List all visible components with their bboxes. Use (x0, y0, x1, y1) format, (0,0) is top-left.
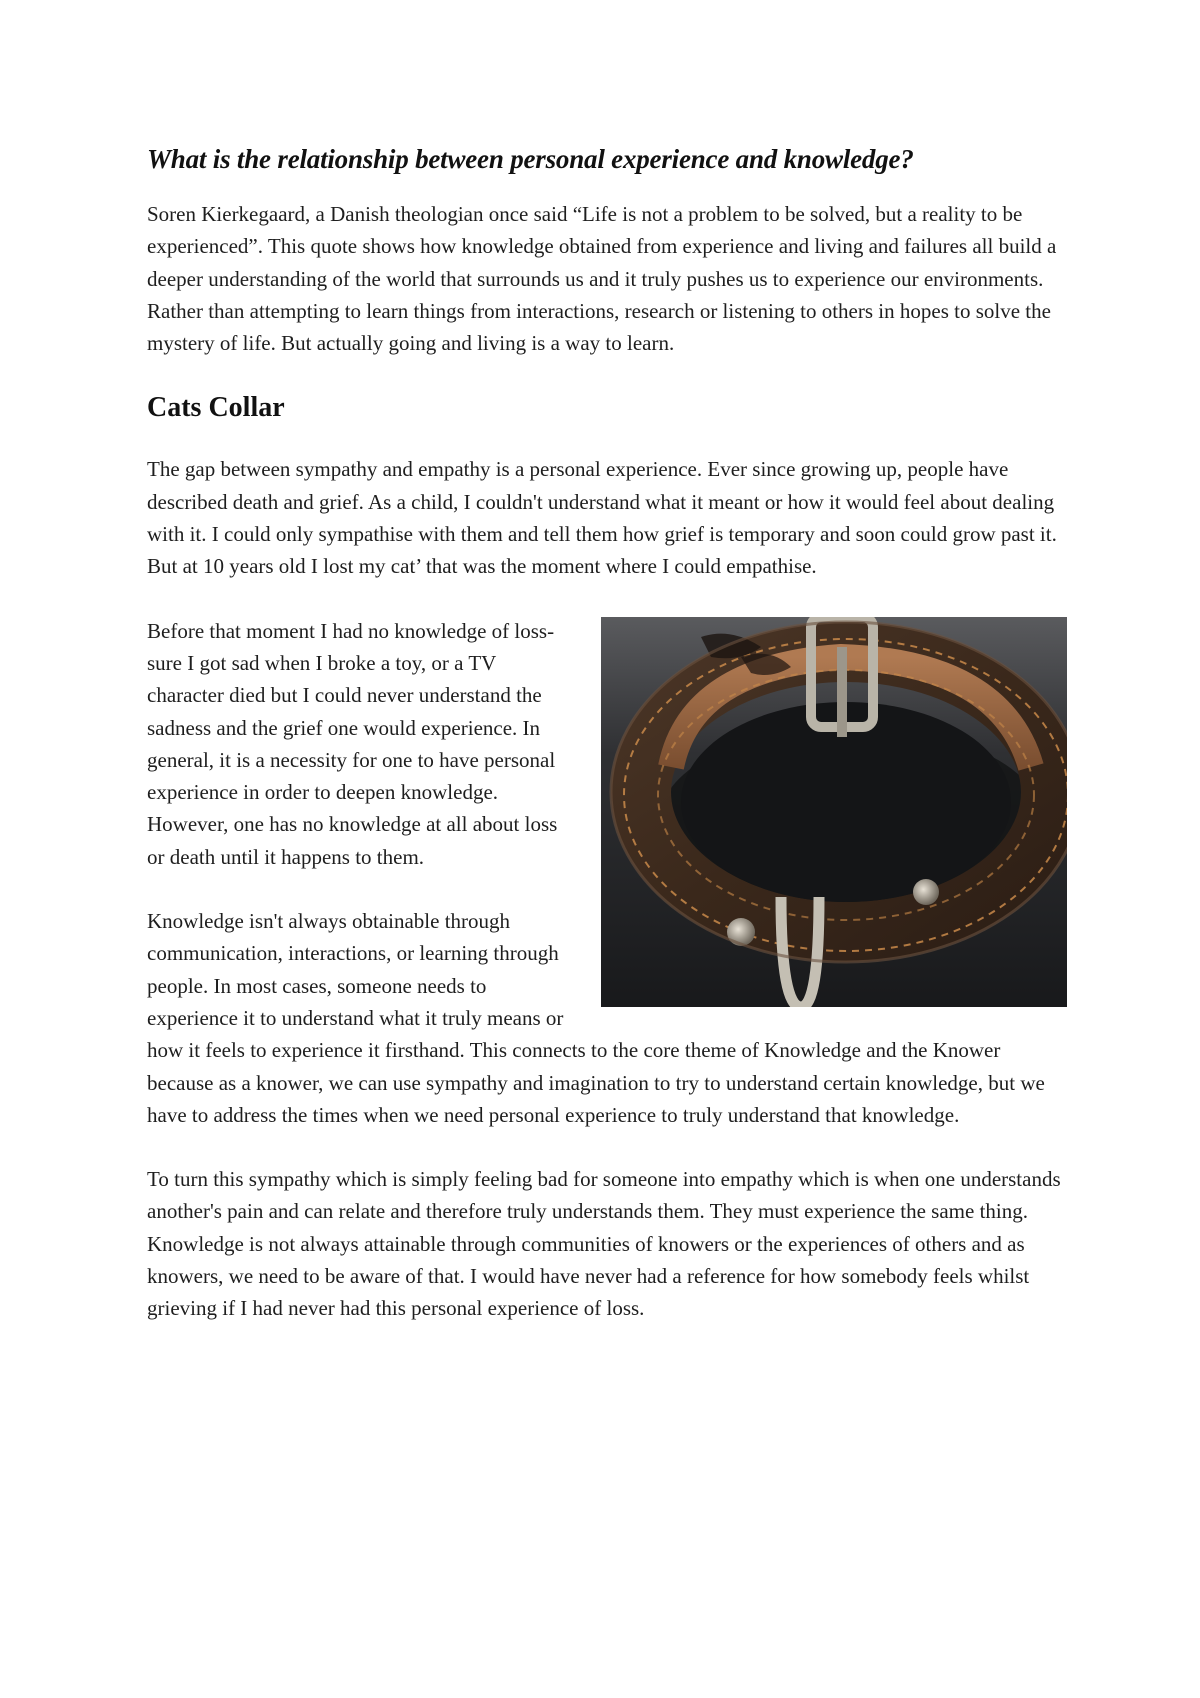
intro-paragraph: Soren Kierkegaard, a Danish theologian once said “Life is not a problem to be solved, but a reality to be experienced”. This quote shows how knowledge obtained from experience and living and failures all build a deeper understanding of the world that surrounds us and it truly pushes us to experience our environments. Rather than attempting to learn things from interactions, research or listening to others in hopes to solve the mystery of life. But actually going and living is a way to learn. (147, 202, 1057, 356)
document-content (147, 142, 1067, 1325)
cat-collar-photo (601, 617, 1067, 1007)
page-title: What is the relationship between personal experience and knowledge? (147, 144, 914, 174)
body-paragraph-4: To turn this sympathy which is simply feeling bad for someone into empathy which is when one understands another's pain and can relate and therefore truly understands them. They must experience the same thing. Knowledge is not always attainable through communities of knowers or the experiences of others and as knowers, we need to be aware of that. I would have never had a reference for how somebody feels whilst grieving if I had never had this personal experience of loss. (147, 1167, 1061, 1321)
body-paragraph-3: Knowledge isn't always obtainable through communication, interactions, or learning through people. In most cases, someone needs to experience it to understand what it truly means or how it feels to experience it firsthand. This connects to the core theme of Knowledge and the Knower because as a knower, we can use sympathy and imagination to try to understand certain knowledge, but we have to address the times when we need personal experience to truly understand that knowledge. (147, 909, 1045, 1127)
body-paragraph-2: Before that moment I had no knowledge of loss-sure I got sad when I broke a toy, or a TV character died but I could never understand the sadness and the grief one would experience. In general, it is a necessity for one to have personal experience in order to deepen knowledge. However, one has no knowledge at all about loss or death until it happens to them. (147, 618, 558, 869)
section-heading: Cats Collar (147, 392, 285, 424)
body-paragraph-1: The gap between sympathy and empathy is a personal experience. Ever since growing up, people have described death and grief. As a child, I couldn't understand what it meant or how it would feel about dealing with it. I could only sympathise with them and tell them how grief is temporary and soon could grow past it. But at 10 years old I lost my cat’ that was the moment where I could empathise. (147, 457, 1057, 579)
